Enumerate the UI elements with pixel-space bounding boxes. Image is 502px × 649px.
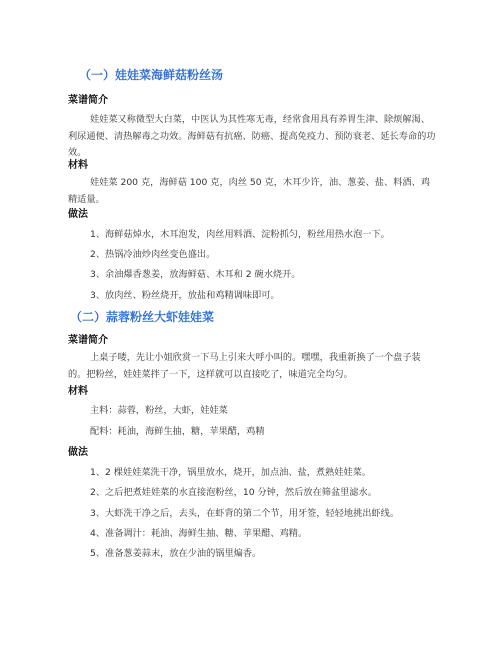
recipe1-step: 3、放肉丝、粉丝烧开，放盐和鸡精调味即可。 xyxy=(90,290,280,301)
recipe2-materials-heading: 材料 xyxy=(68,386,88,397)
recipe1-title: （一）娃娃菜海鲜菇粉丝汤 xyxy=(79,68,224,82)
recipe2-main-ingredients: 主料：蒜蓉，粉丝，大虾，娃娃菜 xyxy=(90,405,228,416)
recipe2-step: 2、之后把煮娃娃菜的水直接泡粉丝，10 分钟，然后放在筛盆里滤水。 xyxy=(90,487,377,498)
recipe1-materials-heading: 材料 xyxy=(68,160,88,171)
recipe1-materials-text: 娃娃菜 200 克，海鲜菇 100 克，肉丝 50 克，木耳少许，油、葱姜、盐、料酒、鸡精适量。 xyxy=(68,177,430,205)
recipe1-step: 2、热锅冷油炒肉丝变色盛出。 xyxy=(90,249,216,260)
recipe2-method-heading: 做法 xyxy=(68,447,88,458)
recipe2-step: 3、大虾洗干净之后，去头，在虾背的第二个节，用牙签，轻轻地挑出虾线。 xyxy=(90,508,400,519)
recipe2-intro-heading: 菜谱简介 xyxy=(68,335,108,346)
recipe1-method-heading: 做法 xyxy=(68,209,88,220)
recipe2-seasonings: 配料：耗油，海鲜生抽，糖，苹果醋，鸡精 xyxy=(90,426,265,437)
recipe1-intro-heading: 菜谱简介 xyxy=(68,95,108,106)
recipe2-intro-text: 上桌子喽，先让小姐欣赏一下马上引来大呼小叫的。嘿嘿，我重新换了一个盘子装的。把粉丝，娃娃菜拌了一下，这样就可以直接吃了，味道完全均匀。 xyxy=(68,352,421,380)
recipe2-step: 4、准备调汁：耗油、海鲜生抽、糖、苹果醋、鸡精。 xyxy=(90,528,308,539)
recipe1-step: 3、余油爆香葱姜，放海鲜菇、木耳和 2 碗水烧开。 xyxy=(90,269,301,280)
recipe2-step: 5、准备葱姜蒜末，放在少油的锅里煸香。 xyxy=(90,548,262,559)
recipe2-step: 1、2 棵娃娃菜洗干净，锅里放水，烧开，加点油、盐，煮熟娃娃菜。 xyxy=(90,467,372,478)
recipe1-step: 1、海鲜菇焯水，木耳泡发，肉丝用料酒、淀粉抓匀，粉丝用热水泡一下。 xyxy=(90,229,390,240)
recipe2-title: （二）蒜蓉粉丝大虾娃娃菜 xyxy=(70,310,215,324)
recipe1-intro-text: 娃娃菜又称微型大白菜，中医认为其性寒无毒，经常食用具有养胃生津、除烦解渴、利尿通便、清热解毒之功效。海鲜菇有抗癌、防癌、提高免疫力、预防衰老、延长寿命的功效。 xyxy=(68,114,436,158)
